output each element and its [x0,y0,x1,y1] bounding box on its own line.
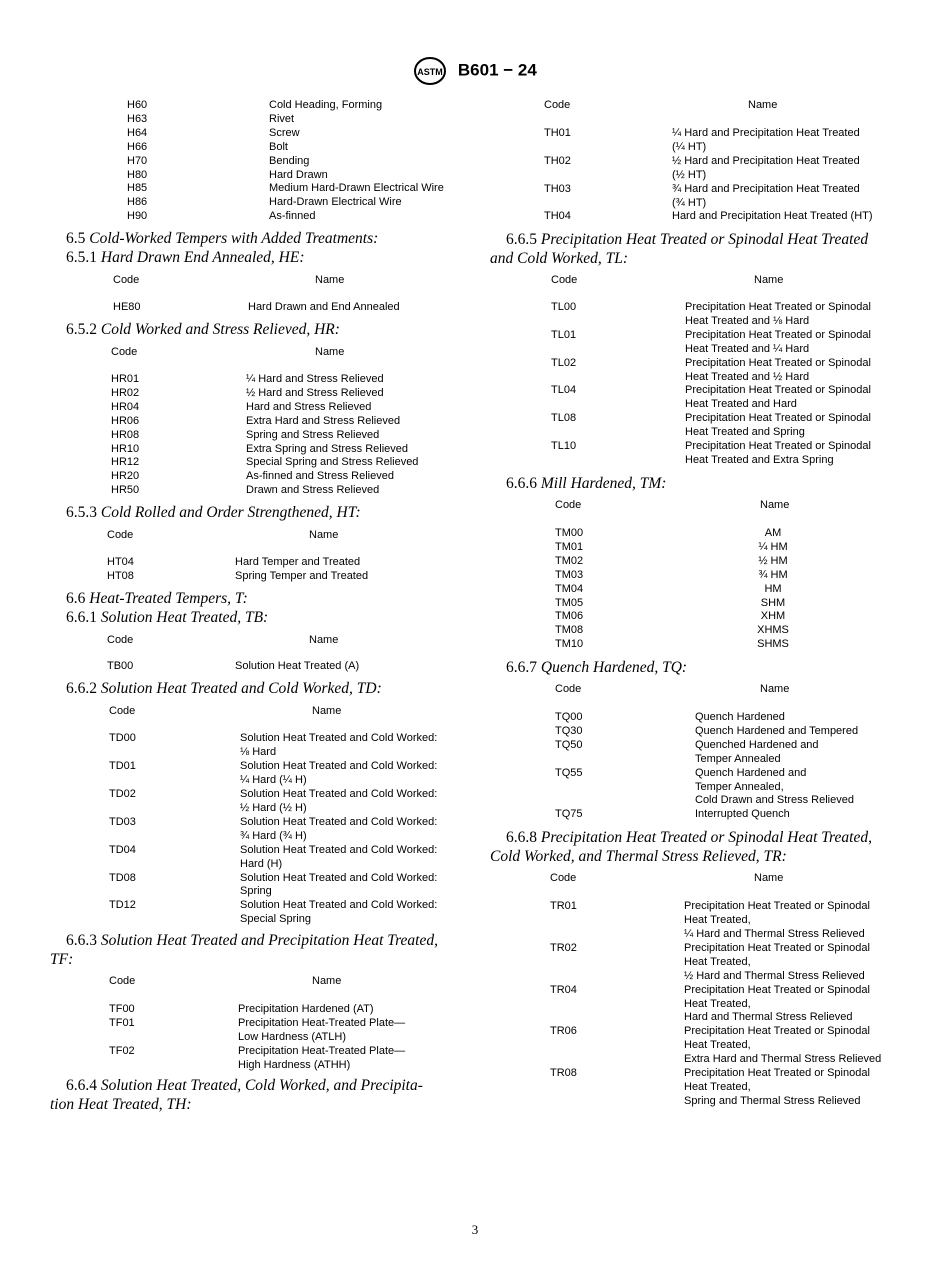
table-cell-code: H86 [127,196,148,209]
table-cell-code: TL02 [551,356,577,369]
table-cell-name: Precipitation Heat Treated or Spinodal Heat Treated, Hard and Thermal Stress Relieved [684,983,870,1024]
table-cell-code: TM00 [555,527,584,539]
table-cell-code: H85 [127,182,148,195]
table-cell-code: TR04 [550,983,577,996]
table-cell-code: TR01 [550,900,577,912]
table-cell-code: TD02 [109,787,136,800]
table-cell-name: AM [764,527,782,539]
table-cell-name: ½ Hard and Stress Relieved [246,386,384,399]
table-cell-code: TM03 [555,568,584,581]
table-cell-name: Interrupted Quench [695,808,790,821]
table-cell-name: SHM [760,596,786,609]
table-header-name: Name [309,634,339,646]
table-cell-name: Extra Hard and Stress Relieved [246,414,401,427]
table-cell-code: HR04 [111,400,140,413]
table-cell-code: TM02 [555,554,584,567]
table-header-code: Code [109,705,136,717]
table-cell-code: TQ50 [555,738,583,751]
section-6-6-1: 6.6.1 Solution Heat Treated, TB: [66,609,269,626]
table-cell-name: Precipitation Heat Treated or Spinodal Heat Treated, Extra Hard and Thermal Stress Relieved [684,1025,882,1066]
table-cell-code: HT08 [107,569,134,582]
table-cell-code: TH04 [544,210,571,223]
table-cell-name: Cold Heading, Forming [269,99,383,111]
table-cell-name: ¾ Hard and Precipitation Heat Treated (¾ HT) [672,182,860,209]
table-cell-code: TD04 [109,843,136,856]
table-header-code: Code [551,274,578,286]
section-6-6-5: 6.6.5 Precipitation Heat Treated or Spinodal Heat Treated [506,231,869,248]
table-cell-code: TQ55 [555,766,583,779]
table-cell-name: Precipitation Heat Treated or Spinodal Heat Treated, ¼ Hard and Thermal Stress Relieved [684,900,870,940]
table-cell-code: HR02 [111,386,140,399]
table-cell-code: TD01 [109,759,136,772]
table-cell-code: TD03 [109,815,136,828]
table-cell-name: ¼ HM [758,540,788,553]
table-cell-code: TQ75 [555,808,583,821]
table-cell-name: Precipitation Heat Treated or Spinodal Heat Treated, Spring and Thermal Stress Relieved [684,1067,870,1107]
table-header-code: Code [109,975,136,987]
table-cell-code: TL08 [551,412,577,425]
table-header-code: Code [555,499,582,511]
table-header-code: Code [555,683,582,695]
table-cell-code: HT04 [107,556,134,568]
table-cell-code: TF02 [109,1044,135,1057]
table-cell-name: Hard Temper and Treated [235,556,361,568]
table-cell-name: Hard-Drawn Electrical Wire [269,196,402,209]
table-header-code: Code [113,274,140,286]
table-cell-name: Hard Drawn [269,168,328,181]
table-cell-code: TQ00 [555,711,583,723]
table-cell-code: TH03 [544,182,571,195]
standard-designation: B601 − 24 [457,60,537,80]
table-cell-code: H70 [127,154,148,167]
table-cell-code: TM08 [555,624,584,637]
table-cell-code: H64 [127,126,148,139]
table-cell-name: Precipitation Heat Treated or Spinodal Heat Treated and ½ Hard [685,356,871,383]
table-cell-name: Solution Heat Treated and Cold Worked: Special Spring [240,899,438,926]
table-cell-code: TD08 [109,871,136,884]
table-cell-name: Drawn and Stress Relieved [246,484,380,497]
table-cell-name: ¼ Hard and Precipitation Heat Treated (¼ HT) [672,127,860,153]
table-cell-code: TD00 [109,732,136,744]
table-cell-name: ¾ HM [758,568,788,581]
table-cell-name: Precipitation Heat Treated or Spinodal Heat Treated and Spring [685,412,871,439]
table-cell-name: Solution Heat Treated and Cold Worked: ¾ Hard (¾ H) [240,815,438,842]
table-cell-name: Precipitation Heat Treated or Spinodal Heat Treated and Hard [685,384,871,411]
table-cell-name: ½ HM [758,554,788,567]
table-header-name: Name [309,529,339,541]
table-cell-code: TM06 [555,610,584,623]
table-cell-code: TR08 [550,1067,577,1080]
table-cell-name: Precipitation Heat Treated or Spinodal Heat Treated and ⅛ Hard [685,301,871,327]
table-cell-name: Solution Heat Treated and Cold Worked: ½ Hard (½ H) [240,787,438,814]
table-header-name: Name [760,683,790,695]
table-cell-name: XHM [760,610,786,623]
table-cell-name: Quench Hardened and Tempered [695,724,859,737]
table-cell-name: Precipitation Heat Treated or Spinodal Heat Treated and ¼ Hard [685,328,871,355]
table-cell-code: HR20 [111,470,140,483]
table-cell-name: XHMS [757,624,789,637]
table-cell-code: H90 [127,210,148,223]
table-cell-code: TD12 [109,899,136,912]
table-header-code: Code [111,346,138,358]
table-cell-name: Solution Heat Treated (A) [235,660,360,672]
section-6-5: 6.5 Cold-Worked Tempers with Added Treatments: [66,230,379,247]
table-cell-code: TH01 [544,127,571,139]
section-6-6-3-cont: TF: [50,951,74,968]
table-cell-name: Quench Hardened and Temper Annealed, Cold Drawn and Stress Relieved [695,766,854,807]
table-cell-code: HR06 [111,414,140,427]
table-cell-name: Quenched Hardened and Temper Annealed [695,738,819,765]
table-cell-name: Hard and Stress Relieved [246,400,372,413]
table-cell-name: Bending [269,154,310,167]
table-cell-code: H63 [127,112,148,125]
section-6-6: 6.6 Heat-Treated Tempers, T: [66,590,248,607]
section-6-6-2: 6.6.2 Solution Heat Treated and Cold Worked, TD: [66,680,382,697]
table-cell-name: Special Spring and Stress Relieved [246,456,419,469]
table-cell-code: TL00 [551,301,577,313]
svg-text:ASTM: ASTM [417,67,443,77]
table-header-name: Name [748,99,778,111]
table-cell-name: Solution Heat Treated and Cold Worked: ⅛ Hard [240,732,438,758]
table-cell-code: TQ30 [555,724,583,737]
section-6-5-3: 6.5.3 Cold Rolled and Order Strengthened, HT: [66,504,361,521]
table-header-name: Name [760,499,790,511]
table-cell-code: HR10 [111,442,140,455]
table-cell-name: Solution Heat Treated and Cold Worked: Hard (H) [240,843,438,870]
table-cell-name: As-finned [269,210,316,223]
table-cell-name: Screw [269,126,300,139]
table-cell-code: HR01 [111,373,140,385]
section-6-6-8: 6.6.8 Precipitation Heat Treated or Spinodal Heat Treated, [506,829,872,846]
section-6-6-8-cont: Cold Worked, and Thermal Stress Relieved, TR: [490,848,787,865]
table-cell-name: Precipitation Heat Treated or Spinodal Heat Treated, ½ Hard and Thermal Stress Relieved [684,941,870,982]
section-6-6-5-cont: and Cold Worked, TL: [490,250,629,267]
document-header [0,56,950,86]
table-cell-code: TH02 [544,154,571,167]
table-cell-name: Extra Spring and Stress Relieved [246,442,409,455]
table-cell-name: Rivet [269,112,295,125]
table-cell-code: TF00 [109,1003,135,1015]
table-cell-code: TR02 [550,941,577,954]
table-cell-name: Solution Heat Treated and Cold Worked: ¼ Hard (¼ H) [240,759,438,786]
section-6-5-1: 6.5.1 Hard Drawn End Annealed, HE: [66,249,305,266]
table-cell-code: TL01 [551,328,577,341]
table-cell-code: TM01 [555,540,584,553]
table-header-code: Code [107,529,134,541]
table-cell-code: HR50 [111,484,140,497]
section-6-5-2: 6.5.2 Cold Worked and Stress Relieved, HR: [66,321,340,338]
table-cell-code: TB00 [107,660,134,672]
table-cell-name: Hard and Precipitation Heat Treated (HT) [672,210,873,223]
table-cell-code: TM10 [555,638,584,651]
table-cell-name: ¼ Hard and Stress Relieved [246,373,384,385]
table-cell-code: TM04 [555,582,584,595]
astm-logo-icon [413,56,447,86]
section-6-6-3: 6.6.3 Solution Heat Treated and Precipitation Heat Treated, [66,932,438,949]
table-header-code: Code [550,872,577,884]
table-cell-name: Precipitation Heat-Treated Plate— High Hardness (ATHH) [238,1044,406,1071]
table-cell-name: ½ Hard and Precipitation Heat Treated (½ HT) [672,154,860,181]
table-header-name: Name [315,274,345,286]
table-cell-code: TF01 [109,1016,135,1029]
table-cell-code: H66 [127,140,148,153]
table-cell-name: Spring and Stress Relieved [246,428,380,441]
section-6-6-4-cont: tion Heat Treated, TH: [50,1096,192,1113]
section-6-6-7: 6.6.7 Quench Hardened, TQ: [506,659,688,676]
table-header-code: Code [544,99,571,111]
table-cell-code: H60 [127,99,148,111]
page-number: 3 [471,1222,479,1237]
table-cell-name: Spring Temper and Treated [235,569,369,582]
table-cell-code: HR08 [111,428,140,441]
table-cell-code: H80 [127,168,148,181]
table-cell-name: Precipitation Hardened (AT) [238,1003,374,1015]
table-cell-name: Hard Drawn and End Annealed [248,301,400,313]
table-cell-code: TR06 [550,1025,577,1038]
section-6-6-4: 6.6.4 Solution Heat Treated, Cold Worked, and Precipita- [66,1077,423,1094]
table-cell-name: Medium Hard-Drawn Electrical Wire [269,182,444,195]
section-6-6-6: 6.6.6 Mill Hardened, TM: [506,475,667,492]
table-cell-name: As-finned and Stress Relieved [246,470,394,483]
table-cell-name: Precipitation Heat-Treated Plate— Low Hardness (ATLH) [238,1016,406,1043]
table-header-code: Code [107,634,134,646]
table-cell-code: HE80 [113,301,141,313]
table-header-name: Name [315,346,345,358]
table-cell-name: Bolt [269,140,288,153]
table-cell-code: TL04 [551,384,577,397]
table-cell-code: HR12 [111,456,140,469]
table-header-name: Name [754,872,784,884]
table-cell-name: HM [764,582,782,595]
table-cell-name: Solution Heat Treated and Cold Worked: Spring [240,871,438,898]
table-cell-name: Precipitation Heat Treated or Spinodal Heat Treated and Extra Spring [685,440,871,466]
table-cell-code: TL10 [551,440,577,452]
table-cell-name: SHMS [757,638,789,651]
table-header-name: Name [754,274,784,286]
table-header-name: Name [312,975,342,987]
table-header-name: Name [312,705,342,717]
table-cell-code: TM05 [555,596,584,609]
table-cell-name: Quench Hardened [695,711,785,723]
